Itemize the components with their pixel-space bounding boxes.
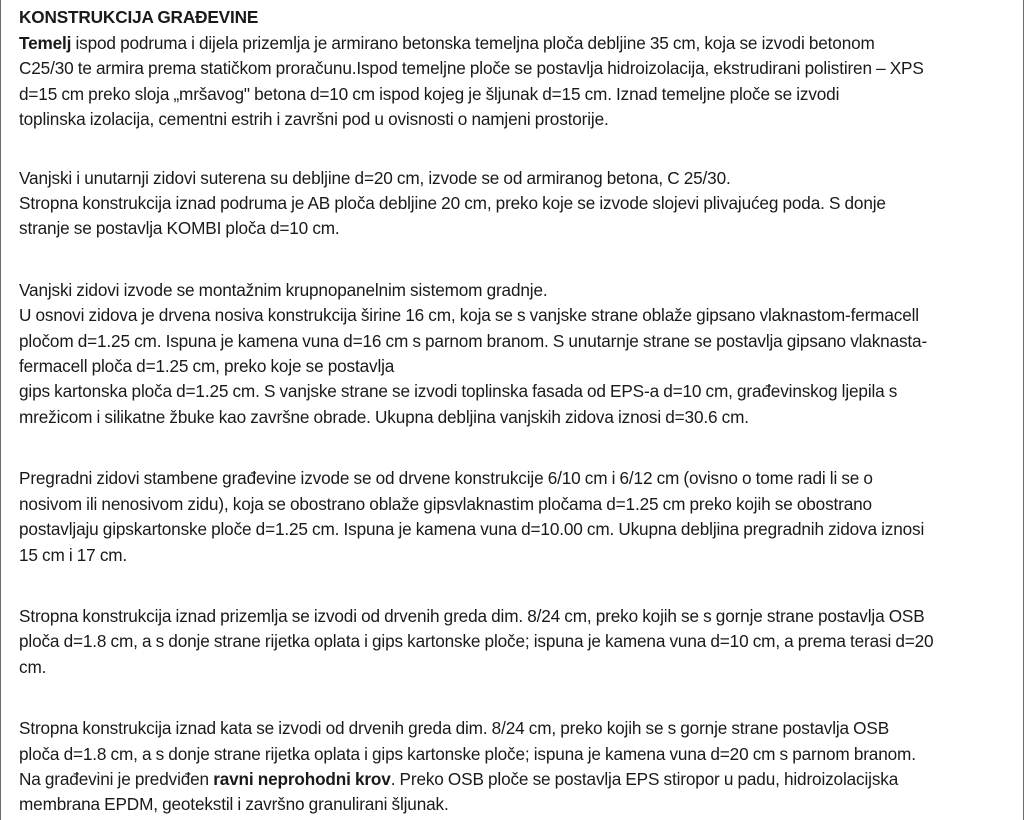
paragraph-exterior-walls: Vanjski zidovi izvode se montažnim krupnopanelnim sistemom gradnje. U osnovi zidova je drvena nosiva konstrukcija širine 16 cm, koja se s vanjske strane oblaže gipsano vlaknastom-fermacell pločom d=1.25 cm. Ispuna je kamena vuna d=16 cm s parnom branom. S unutarnje strane se postavlja gipsano vlaknasta- fermacell ploča d=1.25 cm, preko koje se postavlja gips kartonska ploča d=1.25 cm. S vanjske strane se izvodi toplinska fasada od EPS-a d=10 cm, građevinskog ljepila s mrežicom i silikatne žbuke kao završne obrade. Ukupna debljina vanjskih zidova iznosi d=30.6 cm.: [19, 279, 928, 427]
paragraph-foundation: Temelj ispod podruma i dijela prizemlja je armirano betonska temeljna ploča debljine 35 cm, koja se izvodi betonom C25/30 te armira prema statičkom proračunu.Ispod temeljne ploče se postavlja hidroizolacija, ekstrudirani polistiren – XPS d=15 cm preko sloja „mršavog" betona d=10 cm ispod kojeg je šljunak d=15 cm. Iznad temeljne ploče se izvodi toplinska izolacija, cementni estrih i završni pod u ovisnosti o namjeni prostorije.: [19, 33, 924, 130]
section-heading: KONSTRUKCIJA GRAĐEVINE: [19, 7, 259, 27]
document-body: [19, 5, 1019, 818]
paragraph-upper-floor-ceiling: Stropna konstrukcija iznad kata se izvodi od drvenih greda dim. 8/24 cm, preko kojih se s gornje strane postavlja OSB ploča d=1.8 cm, a s donje strane rijetka oplata i gips kartonske ploče; ispuna je kamena vuna d=20 cm s parnom branom. Na građevini je predviđen ravni neprohodni krov. Preko OSB ploče se postavlja EPS stiropor u padu, hidroizolacijska membrana EPDM, geotekstil i završno granulirani šljunak.: [19, 718, 916, 815]
paragraph-partition-walls: Pregradni zidovi stambene građevine izvode se od drvene konstrukcije 6/10 cm i 6/12 cm (ovisno o tome radi li se o nosivom ili nenosivom zidu), koja se obostrano oblaže gipsvlaknastim pločama d=1.25 cm preko kojih se obostrano postavljaju gipskartonske ploče d=1.25 cm. Ispuna je kamena vuna d=10.00 cm. Ukupna debljina pregradnih zidova iznosi 15 cm i 17 cm.: [19, 468, 925, 565]
foundation-term: Temelj: [19, 33, 72, 53]
paragraph-ground-floor-ceiling: Stropna konstrukcija iznad prizemlja se izvodi od drvenih greda dim. 8/24 cm, preko kojih se s gornje strane postavlja OSB ploča d=1.8 cm, a s donje strane rijetka oplata i gips kartonske ploče; ispuna je kamena vuna d=10 cm, a prema terasi d=20 cm.: [19, 605, 934, 677]
paragraph-basement-walls: Vanjski i unutarnji zidovi suterena su debljine d=20 cm, izvode se od armiranog betona, C 25/30. Stropna konstrukcija iznad podruma je AB ploča debljine 20 cm, preko koje se izvode slojevi plivajućeg poda. S donje stranje se postavlja KOMBI ploča d=10 cm.: [19, 167, 886, 239]
roof-type-term: ravni neprohodni krov: [213, 768, 391, 789]
